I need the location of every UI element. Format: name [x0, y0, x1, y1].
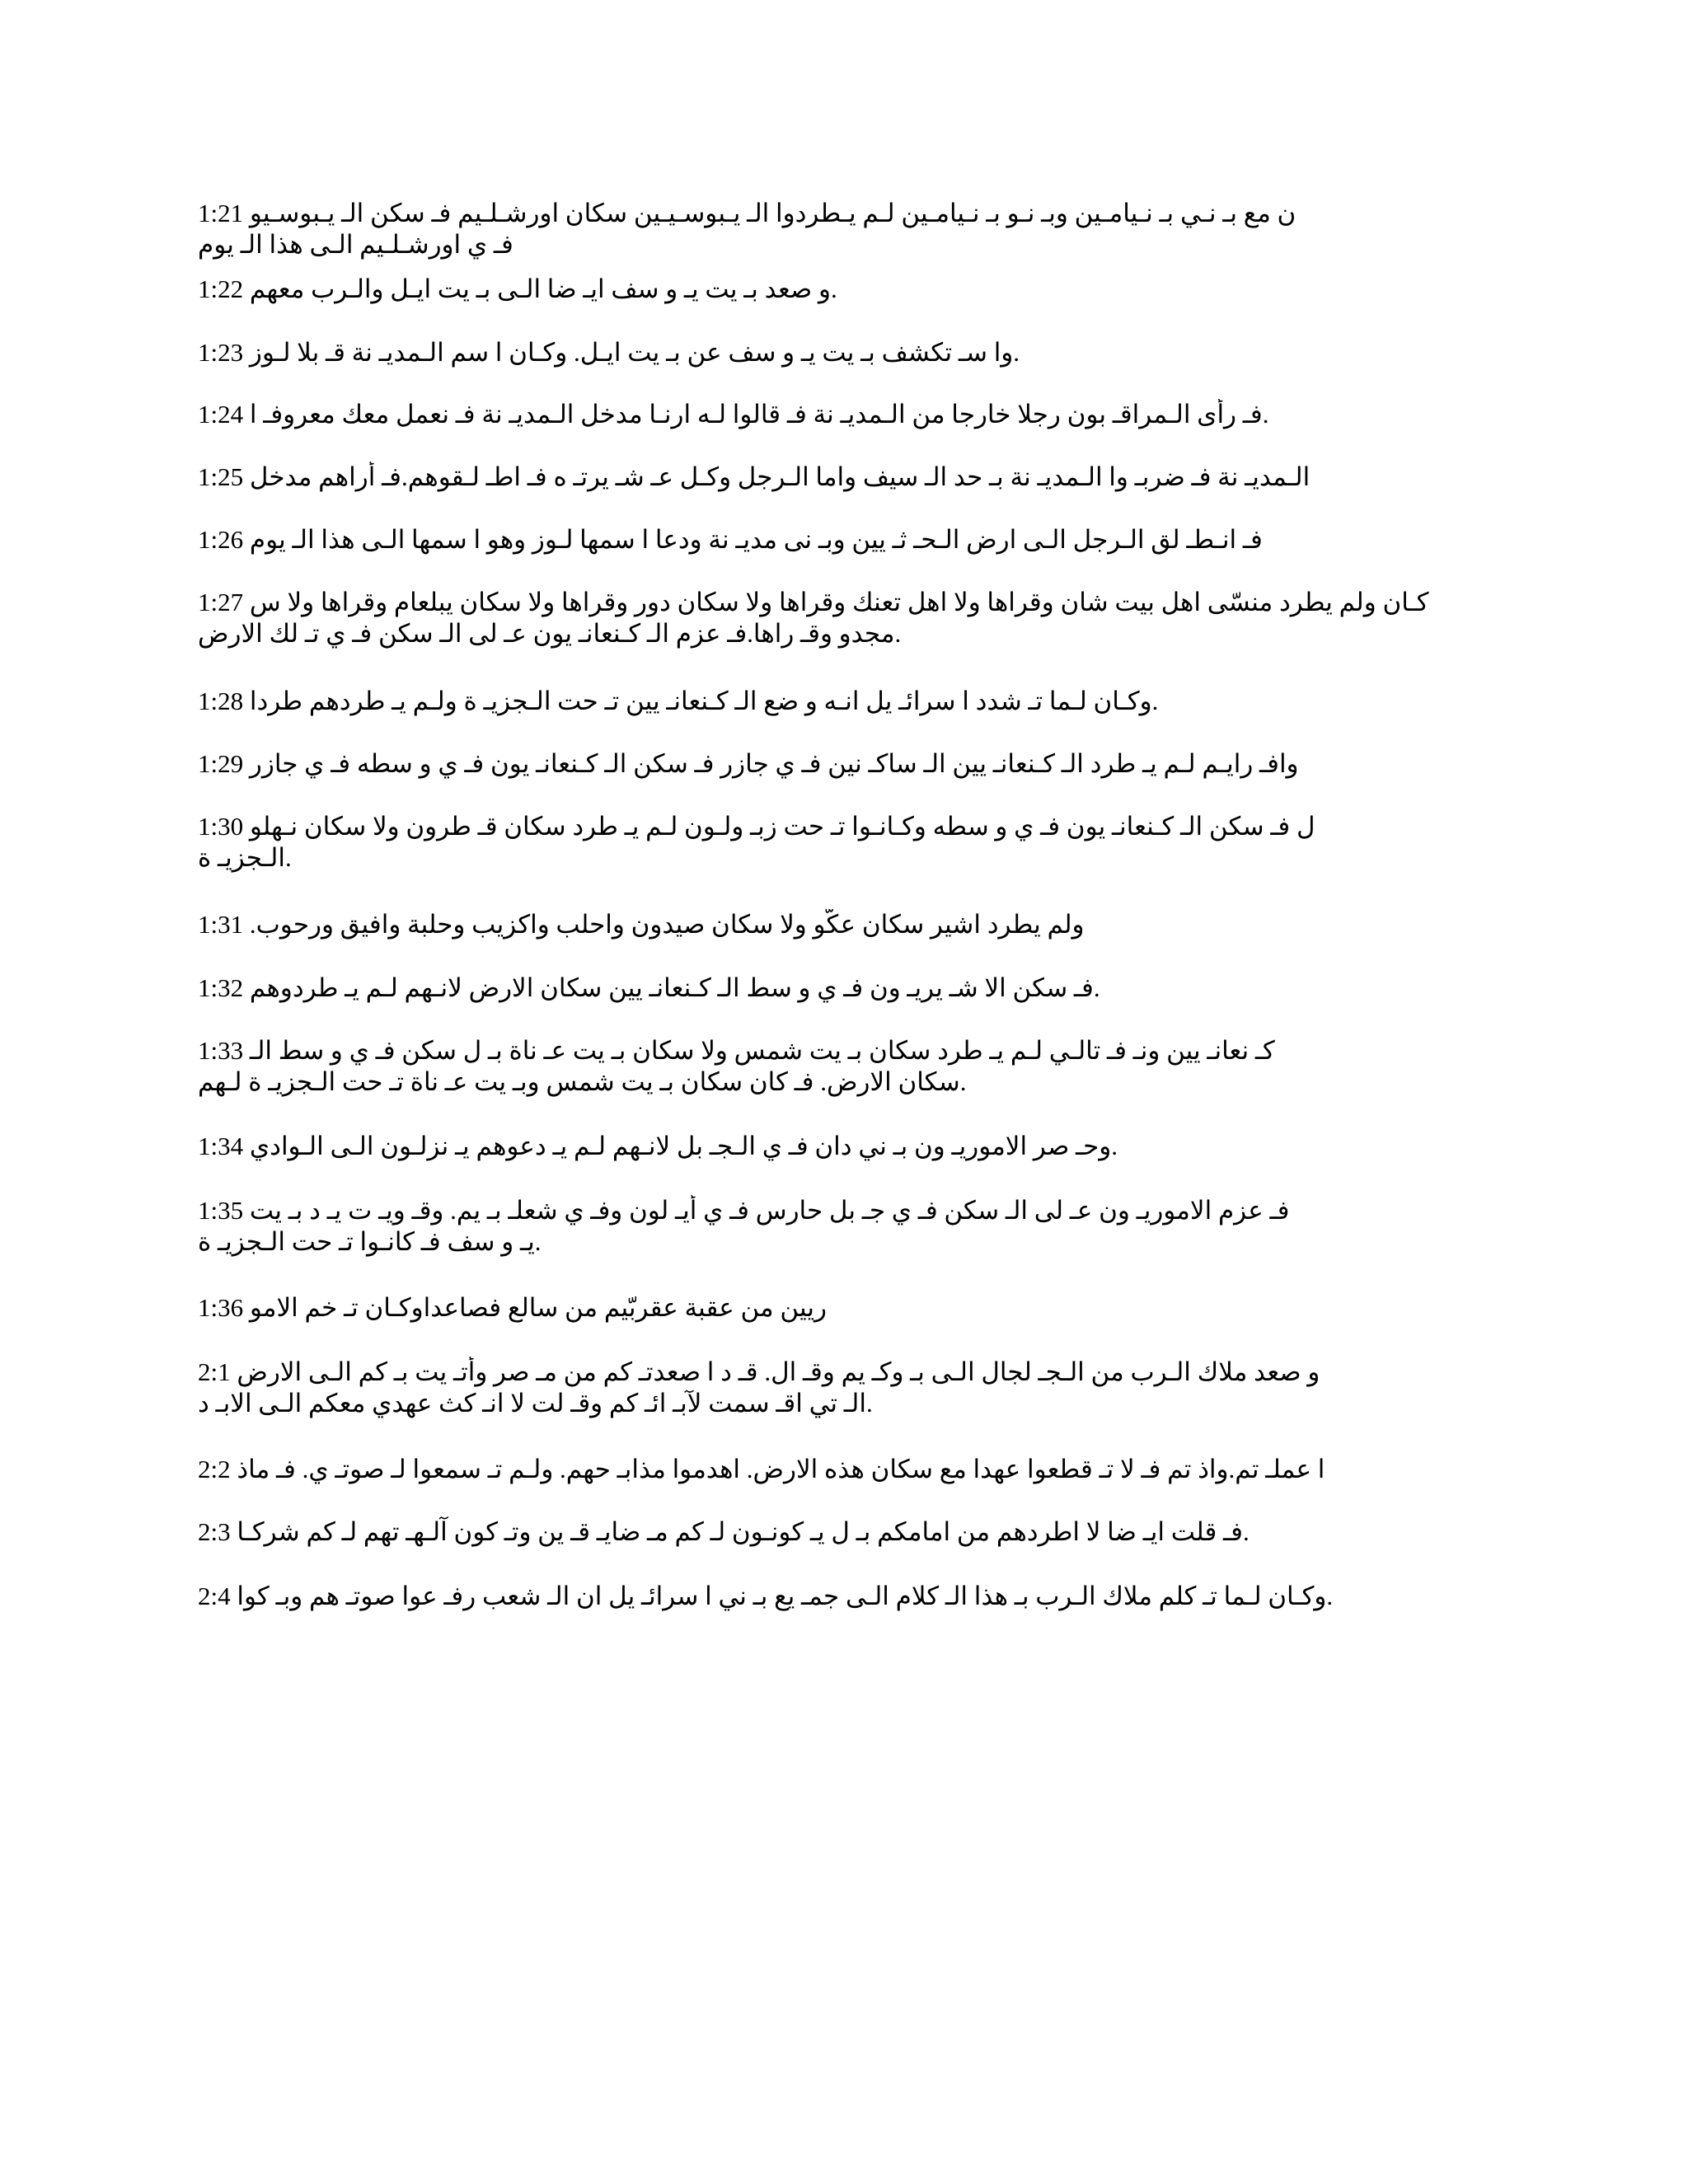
- verse-text: سكان الارض. فـ كان سكان بـ يت شمس وبـ يت عـ ناة تـ حت الـجزيـ ة لـهم.: [198, 1067, 967, 1096]
- verse-first-line: [198, 462, 1484, 493]
- verse-paragraph: [198, 587, 1484, 649]
- verse-text: وحـ صر الاموريـ ون بـ ني دان فـ ي الـجـ بل لانـهم لـم يـ دعوهم يـ نزلـون الـى الـوادي.: [249, 1132, 1118, 1160]
- verse-paragraph: [198, 972, 1484, 1004]
- verse-reference: 1:35: [198, 1196, 244, 1225]
- verse-first-line: [198, 972, 1484, 1004]
- verse-reference: 1:28: [198, 687, 244, 715]
- verse-first-line: [198, 1195, 1484, 1226]
- verse-text: فـ رأى الـمراقـ بون رجلا خارجا من الـمديـ نة فـ قالوا لـه ارنـا مدخل الـمديـ نة فـ نعمل معك معروفـ ا.: [249, 400, 1269, 429]
- verse-reference: 1:29: [198, 749, 244, 778]
- verse-text: .ولم يطرد اشير سكان عكّو ولا سكان صيدون واحلب واكزيب وحلبة وافيق ورحوب: [249, 910, 1085, 939]
- verse-reference: 1:23: [198, 338, 244, 367]
- verse-text: ا عملـ تم.واذ تم فـ لا تـ قطعوا عهدا مع سكان هذه الارض. اهدموا مذابـ حهم. ولـم تـ سمعوا لـ صوتـ ي. فـ ماذ: [237, 1455, 1325, 1483]
- verse-first-line: [198, 1292, 1484, 1324]
- verse-text: ل فـ سكن الـ كـنعانـ يون فـ ي و سطه وكـانـوا تـ حت زبـ ولـون لـم يـ طرد سكان قـ طرون ولا سكان نـهلو: [249, 812, 1315, 841]
- verse-text: الـ تي اقـ سمت لآبـ ائـ كم وقـ لت لا انـ كث عهدي معكم الـى الابـ د.: [198, 1389, 873, 1418]
- verse-paragraph: [198, 399, 1484, 430]
- verse-paragraph: [198, 1357, 1484, 1419]
- verse-first-line: [198, 1357, 1484, 1388]
- verse-first-line: [198, 274, 1484, 305]
- verse-paragraph: [198, 524, 1484, 555]
- verse-reference: 2:4: [198, 1582, 231, 1610]
- verse-reference: 1:31: [198, 910, 244, 939]
- verse-paragraph: [198, 1292, 1484, 1324]
- verse-reference: 2:2: [198, 1455, 231, 1483]
- verse-paragraph: [198, 811, 1484, 874]
- verse-paragraph: [198, 1035, 1484, 1098]
- verse-paragraph: [198, 274, 1484, 305]
- verse-continuation-line: [198, 1388, 1484, 1419]
- verse-paragraph: [198, 1131, 1484, 1162]
- verse-text: الـمديـ نة فـ ضربـ وا الـمديـ نة بـ حد الـ سيف واما الـرجل وكـل عـ شـ يرتـ ه فـ اطـ لـقوهم.فـ أراهم مدخل: [249, 462, 1311, 491]
- verse-reference: 1:24: [198, 400, 244, 429]
- verse-first-line: [198, 748, 1484, 780]
- verse-text: و صعد بـ يت يـ و سف ايـ ضا الـى بـ يت ايـل والـرب معهم.: [249, 274, 837, 303]
- verse-paragraph: [198, 198, 1484, 260]
- verse-reference: 1:36: [198, 1293, 244, 1322]
- verse-reference: 1:21: [198, 199, 244, 227]
- verse-text: فـ قلت ايـ ضا لا اطردهم من امامكم بـ ل يـ كونـون لـ كم مـ ضايـ قـ ين وتـ كون آلـهـ تهم لـ كم شركـا.: [237, 1517, 1250, 1546]
- verse-reference: 1:33: [198, 1036, 244, 1065]
- verse-continuation-line: [198, 842, 1484, 874]
- verse-text: يـ و سف فـ كانـوا تـ حت الـجزيـ ة.: [198, 1227, 542, 1256]
- verse-text: وا سـ تكشف بـ يت يـ و سف عن بـ يت ايـل. وكـان ا سم الـمديـ نة قـ بلا لـوز.: [249, 338, 1020, 367]
- verse-reference: 1:26: [198, 525, 244, 554]
- verse-text: كـ نعانـ يين ونـ فـ تالـي لـم يـ طرد سكان بـ يت شمس ولا سكان بـ يت عـ ناة بـ ل سكن فـ ي و سط الـ: [249, 1036, 1275, 1065]
- verse-paragraph: [198, 1195, 1484, 1258]
- verse-paragraph: [198, 1454, 1484, 1485]
- verse-text: كـان ولم يطرد منسّى اهل بيت شان وقراها ولا اهل تعنك وقراها ولا سكان دور وقراها ولا سكان يبلعام وقراها ولا س: [249, 588, 1429, 616]
- verse-first-line: [198, 337, 1484, 368]
- verse-continuation-line: [198, 1066, 1484, 1098]
- verse-first-line: [198, 524, 1484, 555]
- verse-first-line: [198, 811, 1484, 842]
- verse-first-line: [198, 399, 1484, 430]
- verse-paragraph: [198, 909, 1484, 940]
- verse-paragraph: [198, 748, 1484, 780]
- verse-paragraph: [198, 1581, 1484, 1612]
- verse-first-line: [198, 909, 1484, 940]
- verse-paragraph: [198, 686, 1484, 717]
- verse-text: وكـان لـما تـ كلم ملاك الـرب بـ هذا الـ كلام الـى جمـ يع بـ ني ا سرائـ يل ان الـ شعب رفـ عوا صوتـ هم وبـ كوا.: [237, 1582, 1334, 1610]
- verse-text: فـ عزم الاموريـ ون عـ لى الـ سكن فـ ي جـ بل حارس فـ ي أيـ لون وفـ ي شعلـ بـ يم. وقـ ويـ ت يـ د بـ يت: [249, 1196, 1290, 1225]
- verse-first-line: [198, 587, 1484, 618]
- verse-text: ريين من عقبة عقربّيم من سالع فصاعداوكـان تـ خم الامو: [249, 1293, 827, 1322]
- verse-text: الـجزيـ ة.: [198, 843, 292, 872]
- verse-reference: 2:3: [198, 1517, 231, 1546]
- verse-reference: 1:25: [198, 462, 244, 491]
- verse-first-line: [198, 1454, 1484, 1485]
- verse-first-line: [198, 198, 1484, 229]
- verse-text: فـ انـطـ لق الـرجل الـى ارض الـحـ ثـ يين وبـ نى مديـ نة ودعا ا سمها لـوز وهو ا سمها الـى هذا الـ يوم: [249, 525, 1263, 554]
- verse-paragraph: [198, 462, 1484, 493]
- verse-text: ن مع بـ نـي بـ نـيامـين وبـ نـو بـ نـيامـين لـم يـطردوا الـ يـبوسـيـين سكان اورشـلـيم فـ سكن الـ يـبوسـيو: [249, 199, 1296, 227]
- verse-reference: 1:27: [198, 588, 244, 616]
- verse-reference: 1:22: [198, 274, 244, 303]
- verse-reference: 2:1: [198, 1357, 231, 1386]
- verse-paragraph: [198, 1516, 1484, 1548]
- verse-first-line: [198, 1516, 1484, 1548]
- verse-first-line: [198, 1131, 1484, 1162]
- verse-first-line: [198, 1035, 1484, 1066]
- verse-text: فـ سكن الا شـ يريـ ون فـ ي و سط الـ كـنعانـ يين سكان الارض لانـهم لـم يـ طردوهم.: [249, 973, 1100, 1002]
- verse-text: وكـان لـما تـ شدد ا سرائـ يل انـه و ضع الـ كـنعانـ يين تـ حت الـجزيـ ة ولـم يـ طردهم طردا.: [249, 687, 1159, 715]
- verse-text: مجدو وقـ راها.فـ عزم الـ كـنعانـ يون عـ لى الـ سكن فـ ي تـ لك الارض.: [198, 619, 902, 648]
- verse-reference: 1:32: [198, 973, 244, 1002]
- verse-text: فـ ي اورشـلـيم الـى هذا الـ يوم: [198, 230, 513, 259]
- verse-first-line: [198, 686, 1484, 717]
- verse-text: وافـ رايـم لـم يـ طرد الـ كـنعانـ يين الـ ساكـ نين فـ ي جازر فـ سكن الـ كـنعانـ يون فـ ي و سطه فـ ي جازر: [249, 749, 1299, 778]
- verse-first-line: [198, 1581, 1484, 1612]
- verse-text: و صعد ملاك الـرب من الـجـ لجال الـى بـ وكـ يم وقـ ال. قـ د ا صعدتـ كم من مـ صر وأتـ يت بـ كم الـى الارض: [237, 1357, 1320, 1386]
- verse-paragraph: [198, 337, 1484, 368]
- verse-continuation-line: [198, 1226, 1484, 1258]
- verse-continuation-line: [198, 229, 1484, 260]
- verse-continuation-line: [198, 618, 1484, 649]
- verse-reference: 1:30: [198, 812, 244, 841]
- verse-reference: 1:34: [198, 1132, 244, 1160]
